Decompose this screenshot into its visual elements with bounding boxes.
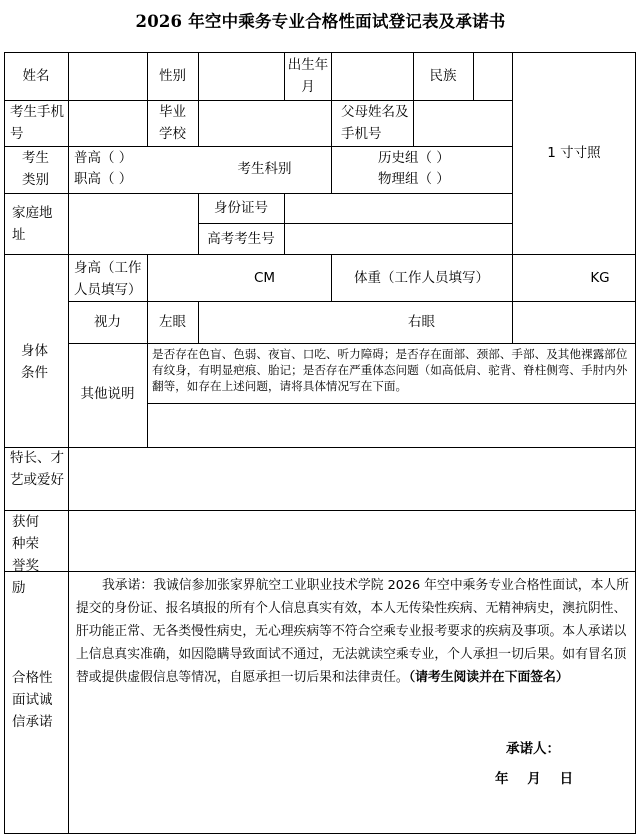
vocational-option: 职高（ ） <box>74 171 133 187</box>
cm-unit: CM <box>253 270 276 286</box>
pledge-body: 我承诺：我诚信参加张家界航空工业职业技术学院 2026 年空中乘务专业合格性面试，本人所提交的身份证、报名填报的所有个人信息真实有效，本人无传染性疾病、无精神病史，澳抗阴性、肝功能正常、无各类慢性病史，无心理疾病等不符合空乘专业报考要求的疾病及事项。本人承诺以上信息真实准确，如因隐瞒导致面试不通过，无法就读空乘专业，个人承担一切后果。如有冒名顶替或提供虚假信息等情况，自愿承担一切后果和法律责任。 <box>76 578 629 685</box>
address-label: 家庭地址 <box>12 205 53 243</box>
pledge-emphasis: （请考生阅读并在下面签名） <box>408 670 569 685</box>
exam-no-label: 高考考生号 <box>207 231 275 247</box>
ethnicity-label: 民族 <box>429 68 457 84</box>
left-eye-label: 左眼 <box>159 314 186 330</box>
pledge-label: 合格性面试诚信承诺 <box>12 670 53 730</box>
other-label: 其他说明 <box>80 386 135 402</box>
honor-label: 获何种荣誉奖励 <box>12 514 39 596</box>
photo-box: 1 寸寸照 <box>547 145 601 161</box>
parent-label: 父母姓名及手机号 <box>341 104 409 142</box>
phone-label: 考生手机号 <box>10 104 64 142</box>
kg-unit: KG <box>590 270 610 286</box>
physics-option: 物理组（ ） <box>378 171 450 187</box>
general-option: 普高（ ） <box>74 150 133 166</box>
other-instructions: 是否存在色盲、色弱、夜盲、口吃、听力障碍；是否存在面部、颈部、手部、及其他裸露部位有纹身，有明显疤痕、胎记；是否存在严重体态问题（如高低肩、驼背、脊柱侧弯、手肘内外翻等，如存在上述问题，请将具体情况写在下面。 <box>152 347 628 393</box>
form-title: 2026 年空中乘务专业合格性面试登记表及承诺书 <box>135 12 506 31</box>
name-label: 姓名 <box>22 68 50 84</box>
signer-label: 承诺人： <box>506 741 560 757</box>
history-option: 历史组（ ） <box>378 150 450 166</box>
vision-label: 视力 <box>94 314 121 330</box>
body-label: 身体条件 <box>21 343 48 381</box>
weight-label: 体重（工作人员填写） <box>354 270 489 286</box>
talent-label: 特长、才艺或爱好 <box>10 450 64 488</box>
category-label: 考生类别 <box>22 150 49 188</box>
gender-label: 性别 <box>159 68 186 84</box>
pledge-text <box>76 574 632 689</box>
id-label: 身份证号 <box>214 200 268 216</box>
school-label: 毕业学校 <box>159 104 186 142</box>
date-line: 年 月 日 <box>495 771 574 787</box>
right-eye-label: 右眼 <box>408 314 435 330</box>
height-label: 身高（工作人员填写） <box>74 260 142 298</box>
birth-label: 出生年月 <box>287 57 329 95</box>
subject-label: 考生科别 <box>237 161 292 177</box>
